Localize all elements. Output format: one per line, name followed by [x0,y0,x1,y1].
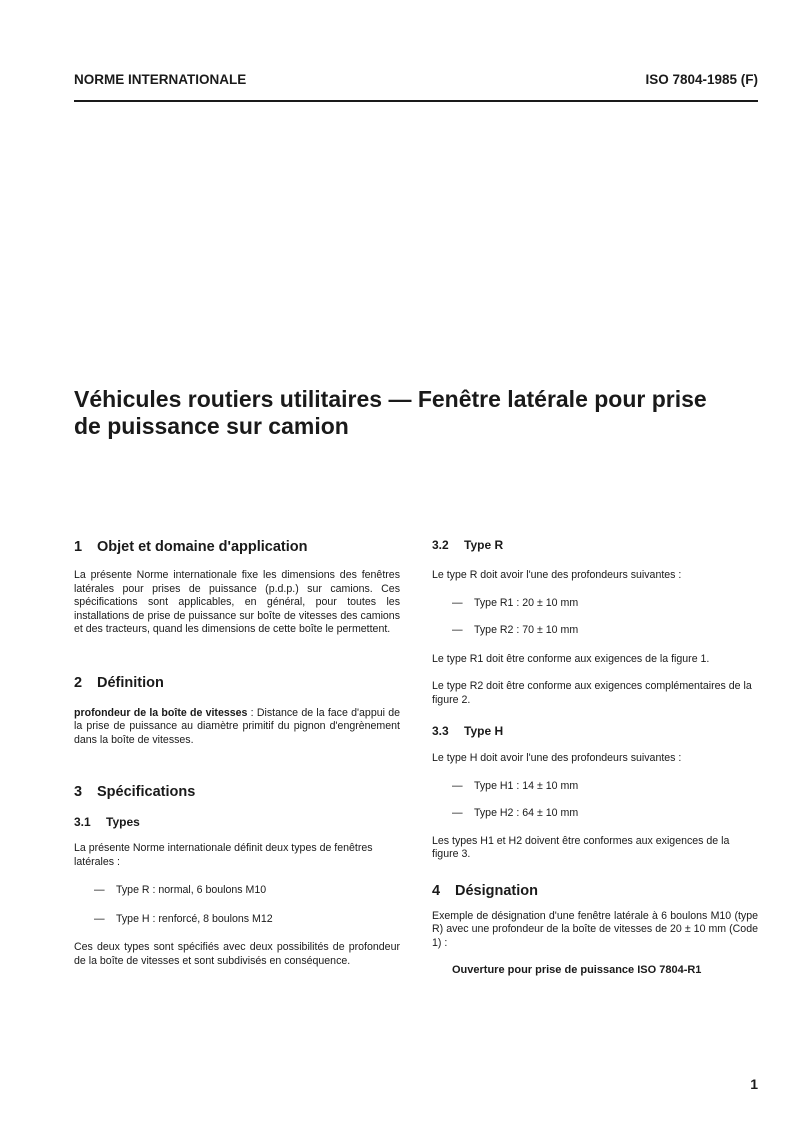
section-3-3-para-1: Les types H1 et H2 doivent être conformes aux exigences de la figure 3. [432,834,730,860]
list-dash: — [452,596,463,609]
section-1-title: Objet et domaine d'application [97,539,308,555]
section-3-heading [74,783,400,801]
section-4-number: 4 [432,882,441,899]
header-standard-label: NORME INTERNATIONALE [74,72,247,87]
section-1-body: La présente Norme internationale fixe les dimensions des fenêtres latérales pour prises de puissance (p.d.p.) sur camions. Ces spécifications sont applicables, en général, pour toutes les installations de prise de puissance sur boîte de vitesses des camions et des tracteurs, quand les dimensions de cette boîte le permettent. [74,569,400,635]
type-h1-item: Type H1 : 14 ± 10 mm [474,779,579,792]
definition-term: profondeur de la boîte de vitesses [74,706,248,719]
section-4-title: Désignation [455,882,538,899]
section-3-title: Spécifications [97,784,196,800]
section-3-3-heading [432,724,758,739]
section-3-1-intro: La présente Norme internationale définit deux types de fenêtres latérales : [74,842,373,868]
designation-example: Ouverture pour prise de puissance ISO 7804-R1 [452,964,702,976]
list-dash: — [94,912,105,925]
list-item [432,807,758,821]
section-3-3-title: Type H [464,724,504,738]
section-3-3-intro: Le type H doit avoir l'une des profondeurs suivantes : [432,752,682,764]
section-2-heading [74,674,400,692]
section-3-number: 3 [74,784,83,800]
title-line-2: de puissance sur camion [74,413,349,439]
section-2-title: Définition [97,674,164,691]
list-dash: — [94,884,105,896]
section-4-body: Exemple de désignation d'une fenêtre latérale à 6 boulons M10 (type R) avec une profondeur de la boîte de vitesses de 20 ± 10 mm (Code 1) : [432,909,758,949]
type-r1-item: Type R1 : 20 ± 10 mm [474,596,579,609]
definition-text: : Distance de la face d'appui de la prise de puissance au diamètre primitif du pignon d'engrènement dans la boîte de vitesses. [74,706,400,746]
left-column [74,538,400,968]
section-3-2-para-2: Le type R2 doit être conforme aux exigences complémentaires de la figure 2. [432,680,752,706]
section-3-1-title: Types [106,815,140,829]
right-column [432,538,758,978]
section-3-2-heading [432,538,758,553]
list-item [432,780,758,794]
type-h-item: Type H : renforcé, 8 boulons M12 [116,912,273,925]
section-3-2-para-1: Le type R1 doit être conforme aux exigences de la figure 1. [432,652,710,665]
type-r2-item: Type R2 : 70 ± 10 mm [474,624,579,636]
section-3-2-intro: Le type R doit avoir l'une des profondeurs suivantes : [432,569,682,581]
section-2-number: 2 [74,674,83,691]
list-dash: — [452,779,463,792]
section-3-1-outro: Ces deux types sont spécifiés avec deux possibilités de profondeur de la boîte de vitesses et sont subdivisés en conséquence. [74,941,400,967]
list-dash: — [452,807,463,819]
list-item [432,624,758,638]
type-h2-item: Type H2 : 64 ± 10 mm [474,807,579,819]
list-item [432,597,758,611]
page-header [74,72,758,92]
title-line-1: Véhicules routiers utilitaires — Fenêtre latérale pour prise [74,386,707,412]
list-dash: — [452,624,463,636]
section-4-heading [432,882,758,900]
list-item [74,913,400,927]
section-3-3-number: 3.3 [432,724,449,738]
section-3-2-title: Type R [464,538,504,552]
list-item [74,884,400,898]
header-rule [74,100,758,102]
section-3-1-number: 3.1 [74,815,91,829]
section-1-number: 1 [74,539,83,555]
section-1-heading [74,538,400,556]
document-title [74,386,758,440]
type-r-item: Type R : normal, 6 boulons M10 [116,884,267,896]
page-number: 1 [750,1076,758,1092]
section-2-body [74,707,400,748]
section-3-2-number: 3.2 [432,538,449,552]
header-document-id: ISO 7804-1985 (F) [645,72,758,87]
section-3-1-heading [74,815,400,830]
